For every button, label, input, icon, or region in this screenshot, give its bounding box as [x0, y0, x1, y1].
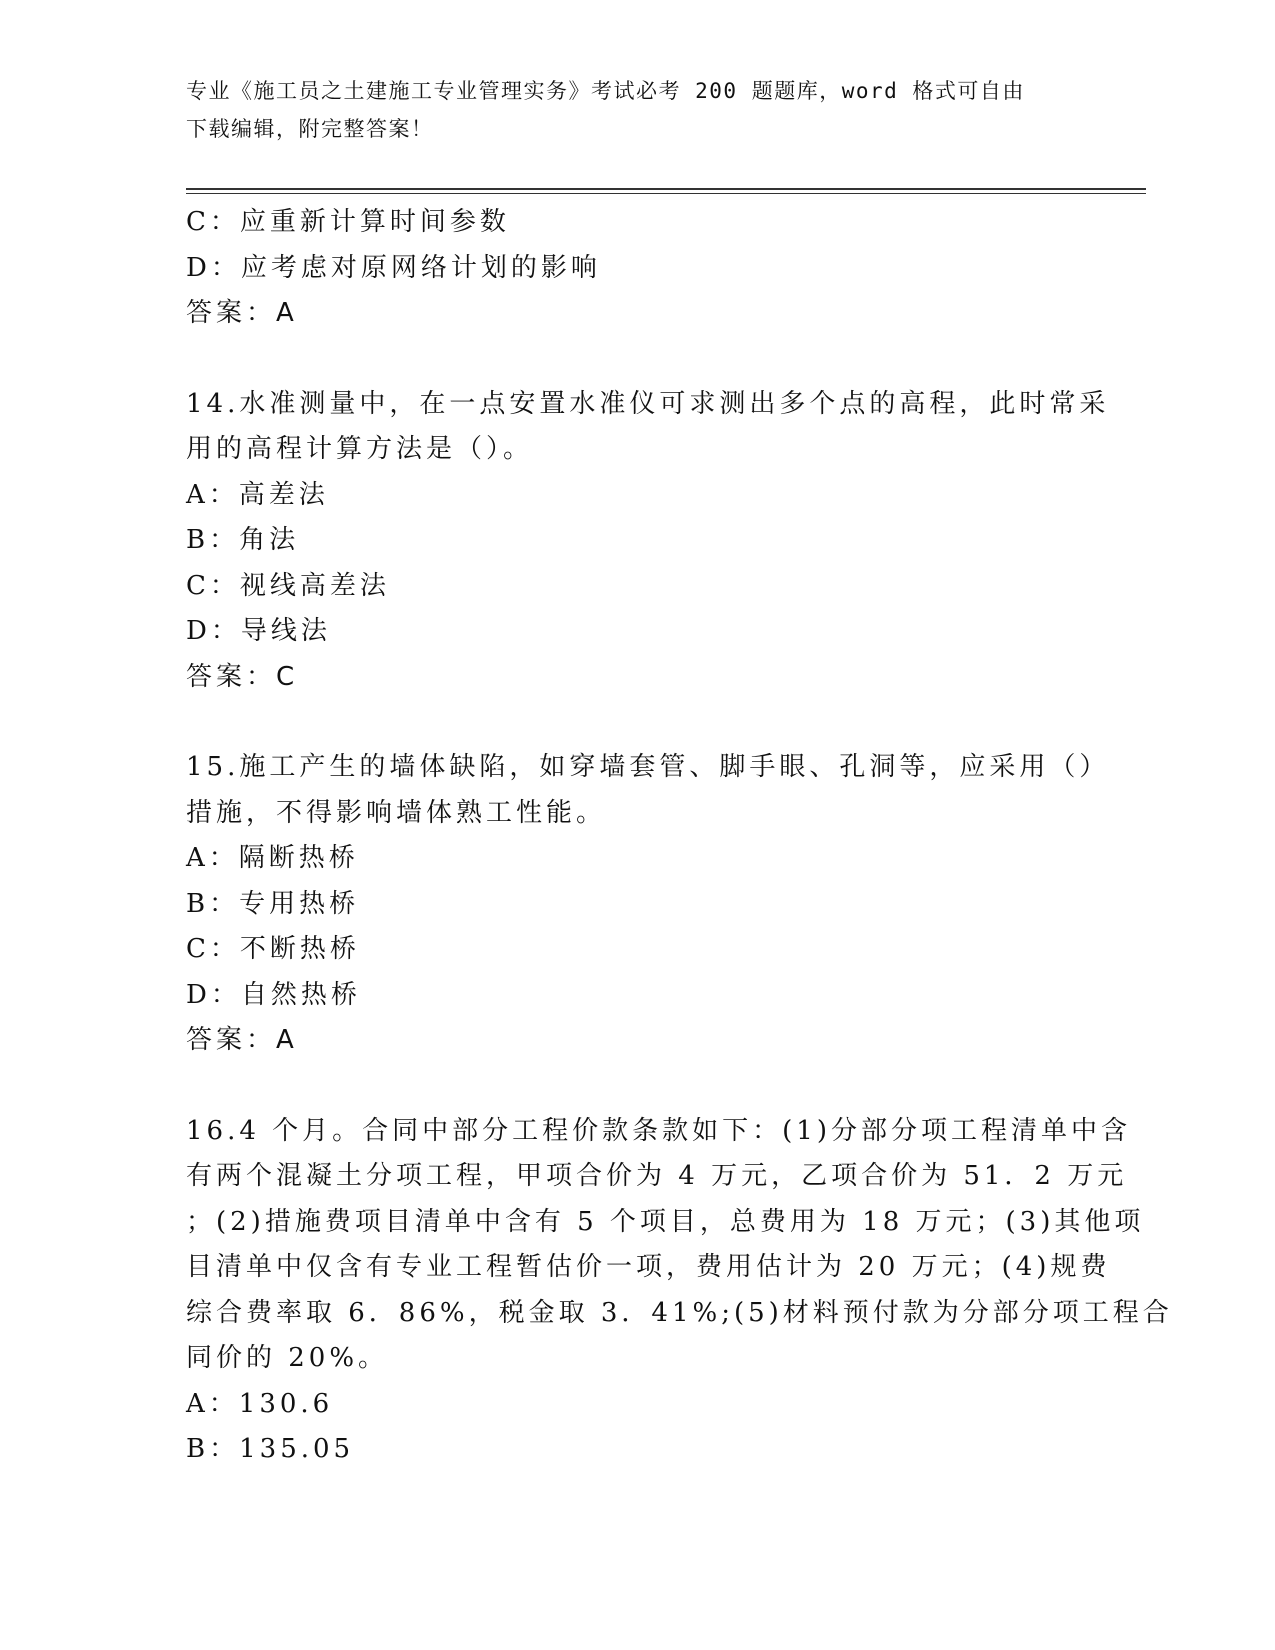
option-b: B：角法 [186, 525, 300, 555]
answer-value: A [276, 1025, 298, 1055]
option-c: C：应重新计算时间参数 [186, 207, 510, 237]
option-a: A：高差法 [186, 479, 329, 510]
option-a: A：130.6 [186, 1388, 334, 1419]
option-b: B：135.05 [186, 1434, 355, 1464]
option-a: A：隔断热桥 [186, 843, 359, 873]
question-16 [186, 1109, 1173, 1473]
header-line: 下载编辑，附完整答案！ [186, 117, 434, 141]
question-stem-line: 措施，不得影响墙体熟工性能。 [186, 797, 607, 828]
question-stem-line: 有两个混凝土分项工程，甲项合价为 4 万元，乙项合价为 51．2 万元 [186, 1161, 1128, 1191]
question-stem-line: 14.水准测量中，在一点安置水准仪可求测出多个点的高程，此时常采 [186, 388, 1110, 419]
answer-label: 答案： [186, 298, 277, 328]
answer-value: C [276, 661, 299, 692]
question-stem-line: 15.施工产生的墙体缺陷，如穿墙套管、脚手眼、孔洞等，应采用（） [186, 752, 1110, 782]
answer-line [186, 1018, 1146, 1064]
option-d: D：导线法 [186, 616, 331, 646]
header-line: 专业《施工员之土建施工专业管理实务》考试必考 200 题题库，word 格式可自由 [186, 79, 1025, 103]
document-page [186, 72, 1173, 1473]
question-list [186, 200, 1173, 1473]
answer-label: 答案： [186, 1025, 277, 1055]
question-stem-line: 同价的 20%。 [186, 1343, 389, 1373]
answer-line [186, 655, 1146, 701]
document-header [186, 72, 1066, 148]
option-d: D：自然热桥 [186, 979, 361, 1010]
question-stem-line: 16.4 个月。合同中部分工程价款条款如下：(1)分部分项工程清单中含 [186, 1115, 1131, 1146]
question-stem-line: 用的高程计算方法是（）。 [186, 434, 534, 464]
question-stem-line: ；(2)措施费项目清单中含有 5 个项目，总费用为 18 万元；(3)其他项 [186, 1206, 1145, 1237]
header-divider [186, 188, 1146, 190]
answer-label: 答案： [186, 661, 277, 692]
option-d: D：应考虑对原网络计划的影响 [186, 252, 601, 283]
question-stem-line: 目清单中仅含有专业工程暂估价一项，费用估计为 20 万元；(4)规费 [186, 1252, 1111, 1282]
question-stem-line: 综合费率取 6．86%，税金取 3．41%;(5)材料预付款为分部分项工程合 [186, 1297, 1173, 1328]
option-c: C：视线高差法 [186, 570, 390, 601]
question-15 [186, 745, 1146, 1064]
answer-value: A [276, 298, 298, 328]
answer-line [186, 291, 1146, 337]
option-c: C：不断热桥 [186, 934, 360, 964]
question-14 [186, 382, 1146, 701]
question-13 [186, 200, 1146, 337]
option-b: B：专用热桥 [186, 888, 360, 919]
